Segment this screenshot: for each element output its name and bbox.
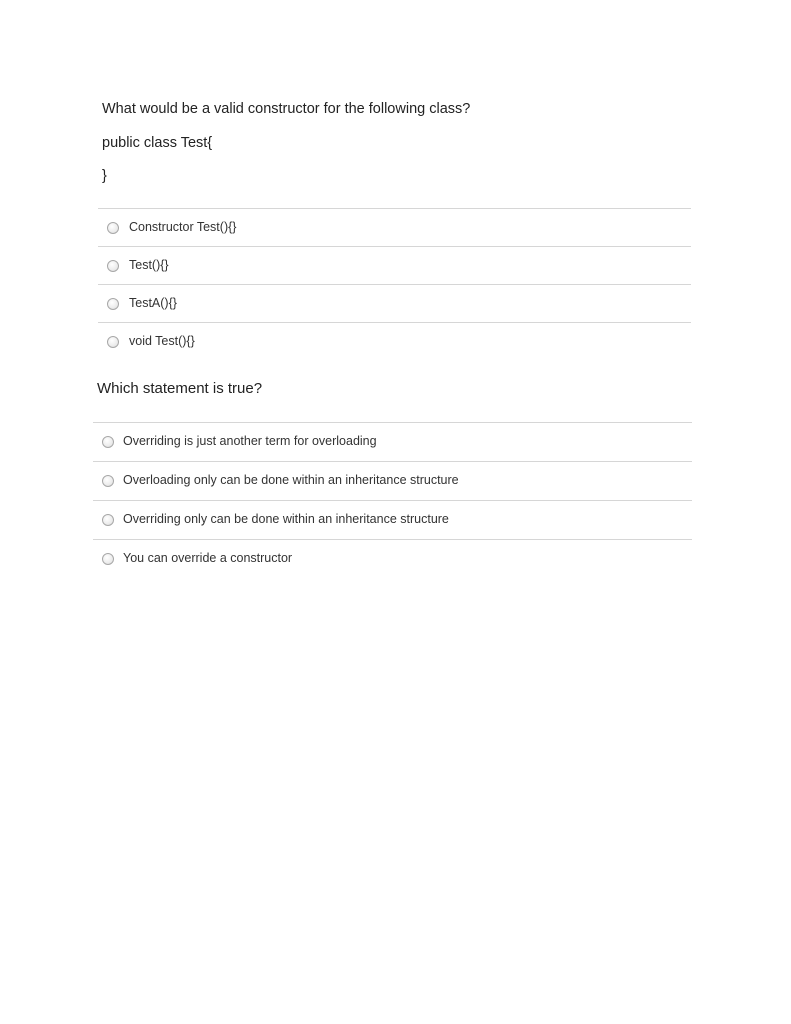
answer-option[interactable] <box>98 322 691 360</box>
answer-option-label: Test(){} <box>129 257 169 272</box>
question-1-options <box>98 208 691 360</box>
radio-button[interactable] <box>102 475 114 487</box>
radio-button[interactable] <box>102 514 114 526</box>
answer-option-label: You can override a constructor <box>123 551 293 565</box>
answer-option-label: TestA(){} <box>129 295 177 310</box>
answer-option[interactable] <box>93 422 692 461</box>
question-1-code-line: } <box>102 168 107 184</box>
answer-option[interactable] <box>98 246 691 284</box>
answer-option[interactable] <box>98 208 691 246</box>
answer-option-label: Overriding is just another term for overloading <box>123 434 377 448</box>
answer-option[interactable] <box>98 284 691 322</box>
radio-button[interactable] <box>102 553 114 565</box>
question-1-prompt: What would be a valid constructor for the following class? <box>102 101 471 117</box>
answer-option-label: Overriding only can be done within an inheritance structure <box>123 512 449 526</box>
answer-option[interactable] <box>93 539 692 578</box>
radio-button[interactable] <box>107 222 119 234</box>
answer-option-label: Constructor Test(){} <box>129 219 237 234</box>
answer-option-label: Overloading only can be done within an inheritance structure <box>123 473 459 487</box>
answer-option-label: void Test(){} <box>129 333 195 348</box>
radio-button[interactable] <box>102 436 114 448</box>
question-2-prompt: Which statement is true? <box>97 380 263 397</box>
answer-option[interactable] <box>93 500 692 539</box>
radio-button[interactable] <box>107 336 119 348</box>
question-1-code-line: public class Test{ <box>102 135 213 151</box>
radio-button[interactable] <box>107 298 119 310</box>
question-2-options <box>93 422 692 578</box>
answer-option[interactable] <box>93 461 692 500</box>
radio-button[interactable] <box>107 260 119 272</box>
